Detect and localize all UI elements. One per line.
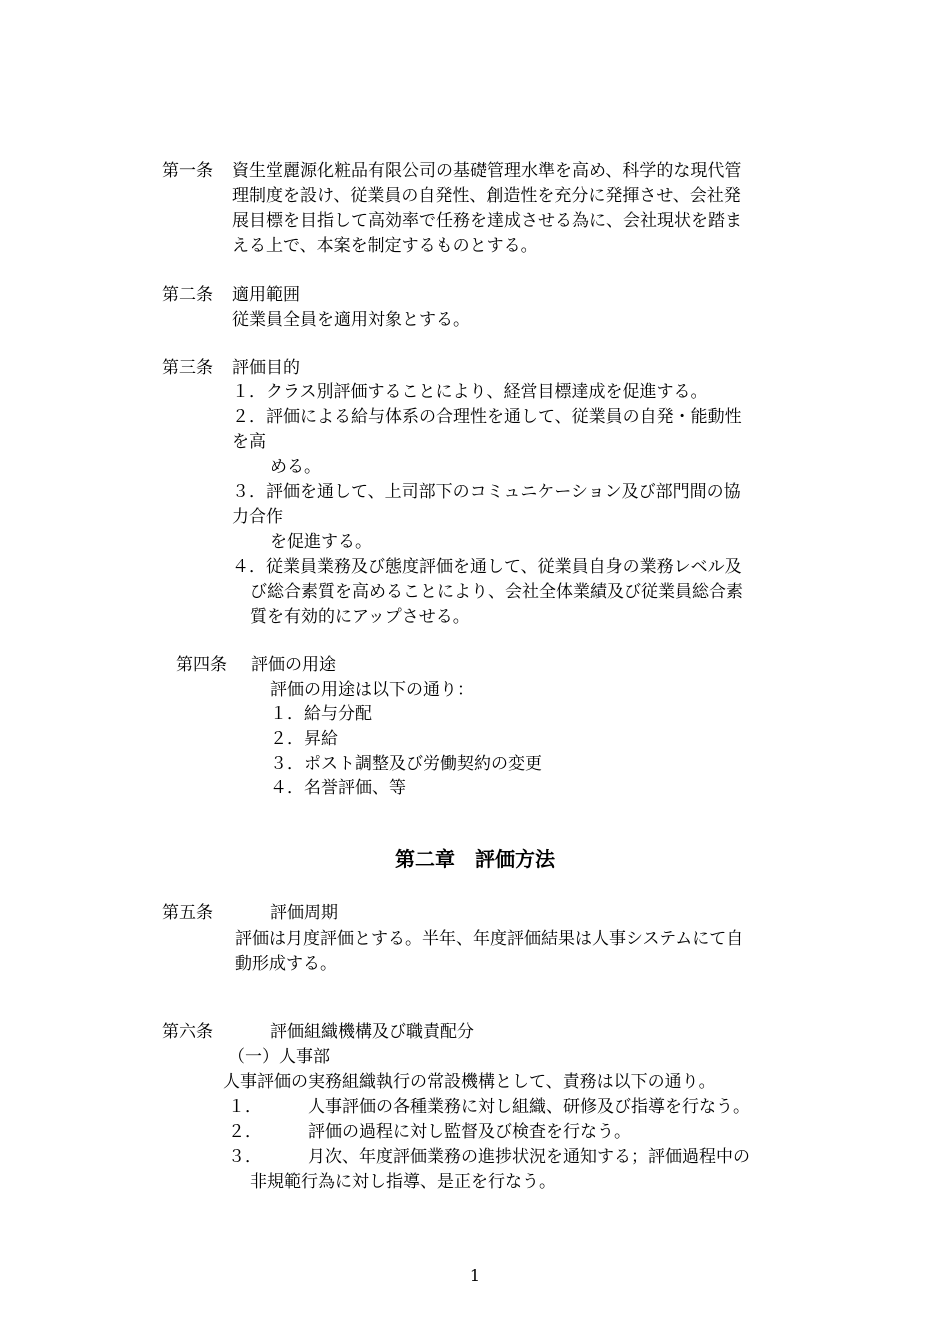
article-4-line: ３．ポスト調整及び労働契約の変更 [270,754,542,774]
article-3-line: ４．従業員業務及び態度評価を通して、従業員自身の業務レベル及 [232,557,742,577]
article-3-line: 力合作 [232,507,283,527]
article-6-subsection: （一）人事部 [228,1047,330,1067]
article-3-line: める。 [270,457,321,477]
article-1-line: 資生堂麗源化粧品有限公司の基礎管理水準を高め、科学的な現代管 [232,161,742,181]
article-1-line: 展目標を目指して高効率で任務を達成させる為に、会社現状を踏ま [232,211,742,231]
article-3-line: を高 [232,432,266,452]
article-4-title: 評価の用途 [251,655,336,675]
article-4-line: ２．昇給 [270,729,338,749]
article-4-label: 第四条 [176,655,227,675]
article-4-line: １．給与分配 [270,704,372,724]
article-4-line: ４．名誉評価、等 [270,778,406,798]
article-3-line: を促進する。 [270,532,372,552]
article-6-item-num: ２． [228,1122,262,1142]
article-6-item-text: 人事評価の各種業務に対し組織、研修及び指導を行なう。 [308,1097,750,1117]
article-6-item-num: ３． [228,1147,262,1167]
article-1-label: 第一条 [162,161,213,181]
article-6-item-text: 評価の過程に対し監督及び検査を行なう。 [308,1122,631,1142]
article-5-line: 動形成する。 [235,954,337,974]
article-1-line: 理制度を設け、従業員の自発性、創造性を充分に発揮させ、会社発 [232,186,741,206]
article-2-line: 従業員全員を適用対象とする。 [232,310,470,330]
page-number: 1 [469,1266,481,1285]
article-3-line: １．クラス別評価することにより、経営目標達成を促進する。 [232,382,708,402]
article-5-line: 評価は月度評価とする。半年、年度評価結果は人事システムにて自 [235,929,744,949]
article-6-title: 評価組織機構及び職責配分 [270,1022,474,1042]
article-3-label: 第三条 [162,358,213,378]
article-6-item-text-cont: 非規範行為に対し指導、是正を行なう。 [250,1172,556,1192]
article-2-label: 第二条 [162,285,213,305]
article-6-line: 人事評価の実務組織執行の常設機構として、責務は以下の通り。 [223,1072,716,1092]
article-2-title: 適用範囲 [232,285,300,305]
article-4-line: 評価の用途は以下の通り： [270,680,474,700]
article-5-title: 評価周期 [270,903,338,923]
article-3-line: ２．評価による給与体系の合理性を通して、従業員の自発・能動性 [232,407,742,427]
article-1-line: える上で、本案を制定するものとする。 [232,236,538,256]
article-6-label: 第六条 [162,1022,213,1042]
article-3-line: び総合素質を高めることにより、会社全体業績及び従業員総合素 [250,582,743,602]
article-5-label: 第五条 [162,903,213,923]
article-3-line: ３．評価を通して、上司部下のコミュニケーション及び部門間の協 [232,482,741,502]
article-3-line: 質を有効的にアップさせる。 [250,607,470,627]
article-3-title: 評価目的 [232,358,300,378]
article-6-item-text: 月次、年度評価業務の進捗状況を通知する；評価過程中の [308,1147,750,1167]
article-6-item-num: １． [228,1097,262,1117]
chapter-heading: 第二章 評価方法 [395,847,555,871]
